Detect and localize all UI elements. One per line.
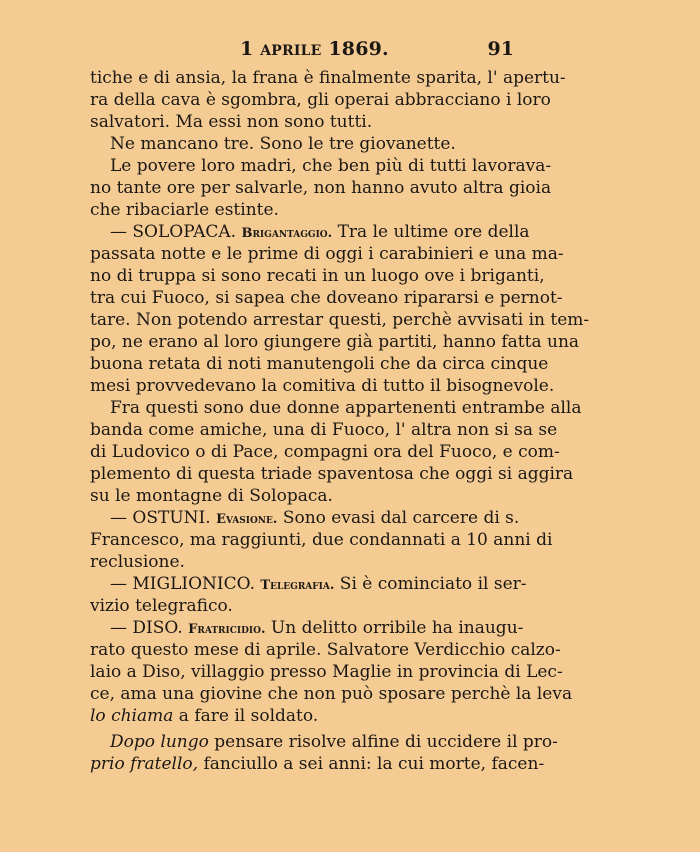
page-number: 91	[487, 38, 514, 60]
place-name: — OSTUNI.	[110, 508, 211, 528]
text-line: ra della cava è sgombra, gli operai abbracciano i loro	[90, 90, 551, 110]
text-line: ce, ama una giovine che non può sposare perchè la leva	[90, 684, 573, 704]
text-line	[90, 731, 558, 753]
text-line	[90, 705, 514, 727]
header-date	[240, 38, 389, 60]
date-day: 1	[240, 38, 254, 60]
text-line: reclusione.	[90, 552, 185, 572]
line-text: pensare risolve alfine di uccidere il pro-	[214, 732, 558, 752]
text-line: no di truppa si sono recati in un luogo ove i briganti,	[90, 266, 545, 286]
text-line: tare. Non potendo arrestar questi, perchè avvisati in tem-	[90, 310, 590, 330]
heading-text: Si è cominciato il ser-	[339, 574, 527, 594]
date-month: APRILE	[260, 43, 322, 59]
text-line: Fra questi sono due donne appartenenti entrambe alla	[110, 398, 582, 418]
text-line: passata notte e le prime di oggi i carabinieri e una ma-	[90, 244, 564, 264]
place-name: — MIGLIONICO.	[110, 574, 255, 594]
text-line: laio a Diso, villaggio presso Maglie in provincia di Lec-	[90, 662, 563, 682]
italic-text: Dopo lungo	[110, 732, 209, 752]
date-year: 1869.	[328, 38, 389, 60]
text-line: mesi provvedevano la comitiva di tutto il bisognevole.	[90, 376, 555, 396]
topic-label: Evasione.	[216, 512, 278, 527]
text-line: su le montagne di Solopaca.	[90, 486, 333, 506]
text-line: no tante ore per salvarle, non hanno avuto altra gioia	[90, 178, 552, 198]
text-line: Le povere loro madri, che ben più di tutti lavorava-	[110, 156, 552, 176]
heading-text: Sono evasi dal carcere di s.	[282, 508, 520, 528]
section-heading-miglionico	[90, 573, 527, 595]
text-line: banda come amiche, una di Fuoco, l' altra non si sa se	[90, 420, 558, 440]
page-header	[90, 38, 514, 64]
line-text: a fare il soldato.	[178, 706, 319, 726]
place-name: — SOLOPACA.	[110, 222, 237, 242]
text-line	[90, 753, 545, 775]
text-line: tra cui Fuoco, si sapea che doveano ripararsi e pernot-	[90, 288, 563, 308]
text-line: salvatori. Ma essi non sono tutti.	[90, 112, 373, 132]
article-body	[90, 67, 590, 775]
heading-text: Un delitto orribile ha inaugu-	[270, 618, 524, 638]
heading-text: Tra le ultime ore della	[337, 222, 530, 242]
italic-text: prio fratello,	[90, 754, 199, 774]
text-line: tiche e di ansia, la frana è finalmente sparita, l' apertu-	[90, 68, 566, 88]
text-line: Francesco, ma raggiunti, due condannati a 10 anni di	[90, 530, 553, 550]
section-heading-solopaca	[90, 221, 530, 243]
topic-label: Telegrafia.	[260, 578, 335, 593]
section-heading-diso	[90, 617, 524, 639]
line-text: fanciullo a sei anni: la cui morte, facen-	[203, 754, 545, 774]
text-line: che ribaciarle estinte.	[90, 200, 279, 220]
topic-label: Brigantaggio.	[241, 226, 333, 241]
text-line: plemento di questa triade spaventosa che oggi si aggira	[90, 464, 574, 484]
italic-text: lo chiama	[90, 706, 174, 726]
text-line: po, ne erano al loro giungere già partiti, hanno fatta una	[90, 332, 580, 352]
topic-label: Fratricidio.	[188, 622, 266, 637]
section-heading-ostuni	[90, 507, 520, 529]
text-line: Ne mancano tre. Sono le tre giovanette.	[110, 134, 456, 154]
text-line: rato questo mese di aprile. Salvatore Verdicchio calzo-	[90, 640, 561, 660]
text-line: vizio telegrafico.	[90, 596, 233, 616]
text-line: di Ludovico o di Pace, compagni ora del Fuoco, e com-	[90, 442, 560, 462]
text-line: buona retata di noti manutengoli che da circa cinque	[90, 354, 549, 374]
place-name: — DISO.	[110, 618, 183, 638]
